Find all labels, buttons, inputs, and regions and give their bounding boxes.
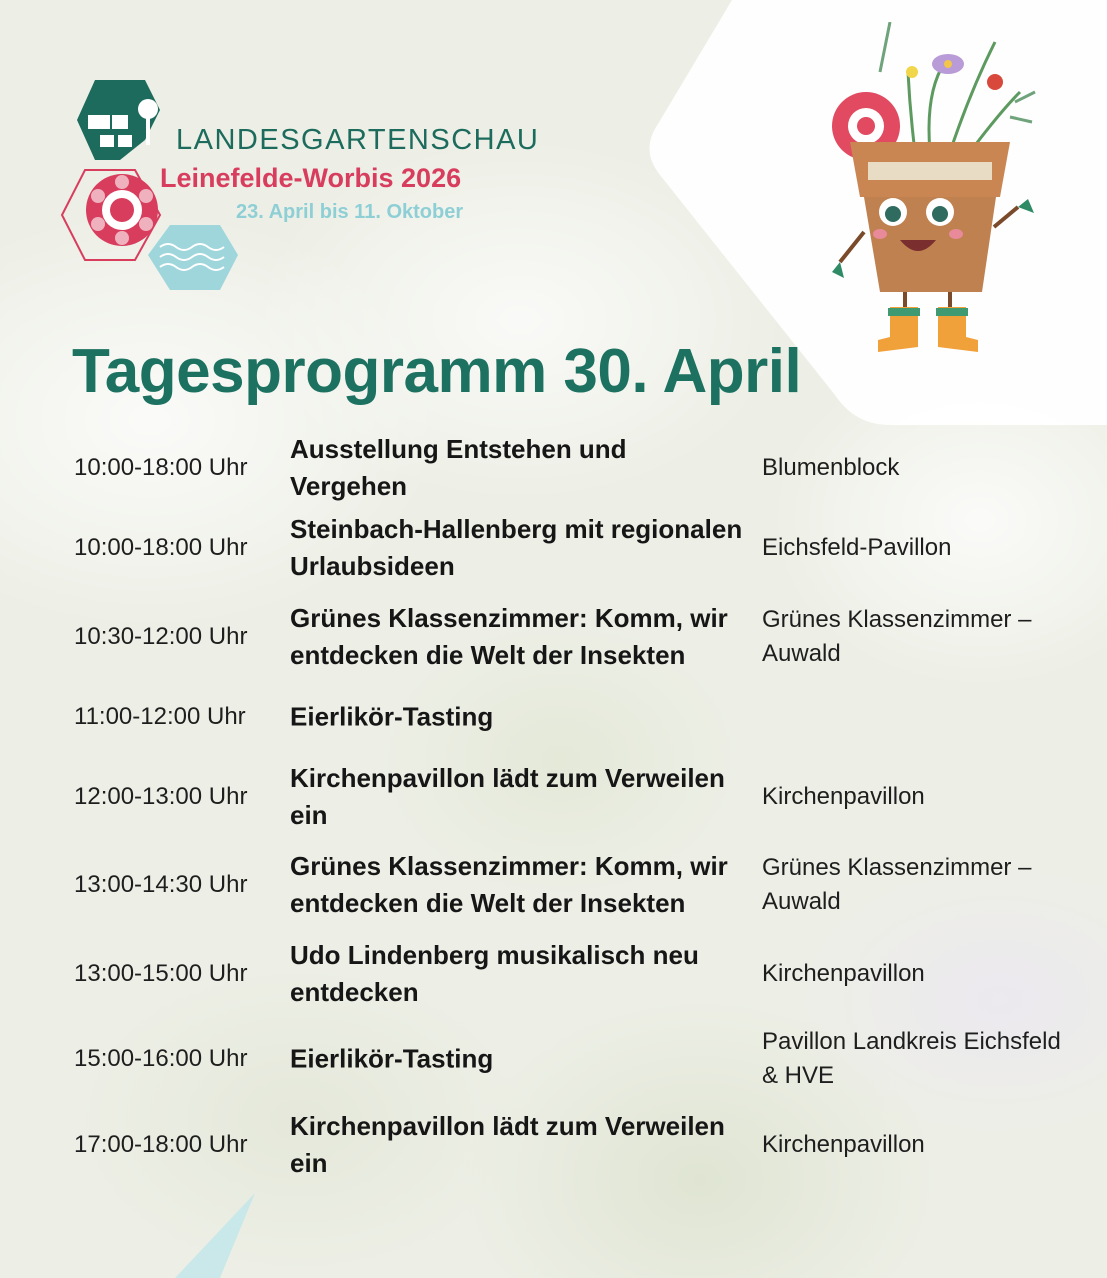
program-location: Grünes Klassenzimmer – Auwald	[762, 606, 1032, 667]
logo-title: LANDESGARTENSCHAU	[176, 124, 540, 156]
program-row	[0, 939, 1107, 1009]
program-time: 10:00-18:00 Uhr	[74, 454, 248, 481]
program-location: Kirchenpavillon	[762, 783, 925, 810]
flowerpot-mascot-icon	[820, 22, 1050, 367]
program-location: Kirchenpavillon	[762, 1131, 925, 1158]
program-event: Grünes Klassenzimmer: Komm, wir entdecken die Welt der Insekten	[290, 603, 728, 670]
program-location: Pavillon Landkreis Eichsfeld & HVE	[762, 1028, 1061, 1089]
program-time: 11:00-12:00 Uhr	[74, 703, 246, 730]
program-location: Blumenblock	[762, 454, 900, 481]
program-time: 10:00-18:00 Uhr	[74, 534, 248, 561]
program-event: Ausstellung Entstehen und Vergehen	[290, 434, 627, 501]
program-time: 12:00-13:00 Uhr	[74, 783, 248, 810]
program-location: Grünes Klassenzimmer – Auwald	[762, 854, 1032, 915]
program-row	[0, 850, 1107, 920]
program-time: 13:00-14:30 Uhr	[74, 871, 248, 898]
program-event: Eierlikör-Tasting	[290, 1043, 494, 1074]
logo-dates: 23. April bis 11. Oktober	[236, 201, 464, 223]
program-event: Kirchenpavillon lädt zum Verweilen ein	[290, 763, 725, 830]
program-row	[0, 682, 1107, 752]
program-row	[0, 433, 1107, 503]
program-event: Udo Lindenberg musikalisch neu entdecken	[290, 940, 699, 1007]
program-row	[0, 1024, 1107, 1094]
decorative-shape-icon	[160, 1188, 270, 1278]
program-row	[0, 1110, 1107, 1180]
program-location: Kirchenpavillon	[762, 960, 925, 987]
program-location: Eichsfeld-Pavillon	[762, 534, 952, 561]
program-event: Steinbach-Hallenberg mit regionalen Urlaubsideen	[290, 514, 743, 581]
program-time: 13:00-15:00 Uhr	[74, 960, 248, 987]
logo-subtitle: Leinefelde-Worbis 2026	[160, 163, 462, 193]
program-event: Grünes Klassenzimmer: Komm, wir entdecken die Welt der Insekten	[290, 851, 728, 918]
program-event: Eierlikör-Tasting	[290, 701, 494, 732]
program-time: 15:00-16:00 Uhr	[74, 1045, 248, 1072]
program-row	[0, 602, 1107, 672]
program-row	[0, 513, 1107, 583]
program-event: Kirchenpavillon lädt zum Verweilen ein	[290, 1111, 725, 1178]
program-time: 17:00-18:00 Uhr	[74, 1131, 248, 1158]
page-title: Tagesprogramm 30. April	[72, 337, 802, 406]
program-row	[0, 762, 1107, 832]
program-time: 10:30-12:00 Uhr	[74, 623, 248, 650]
